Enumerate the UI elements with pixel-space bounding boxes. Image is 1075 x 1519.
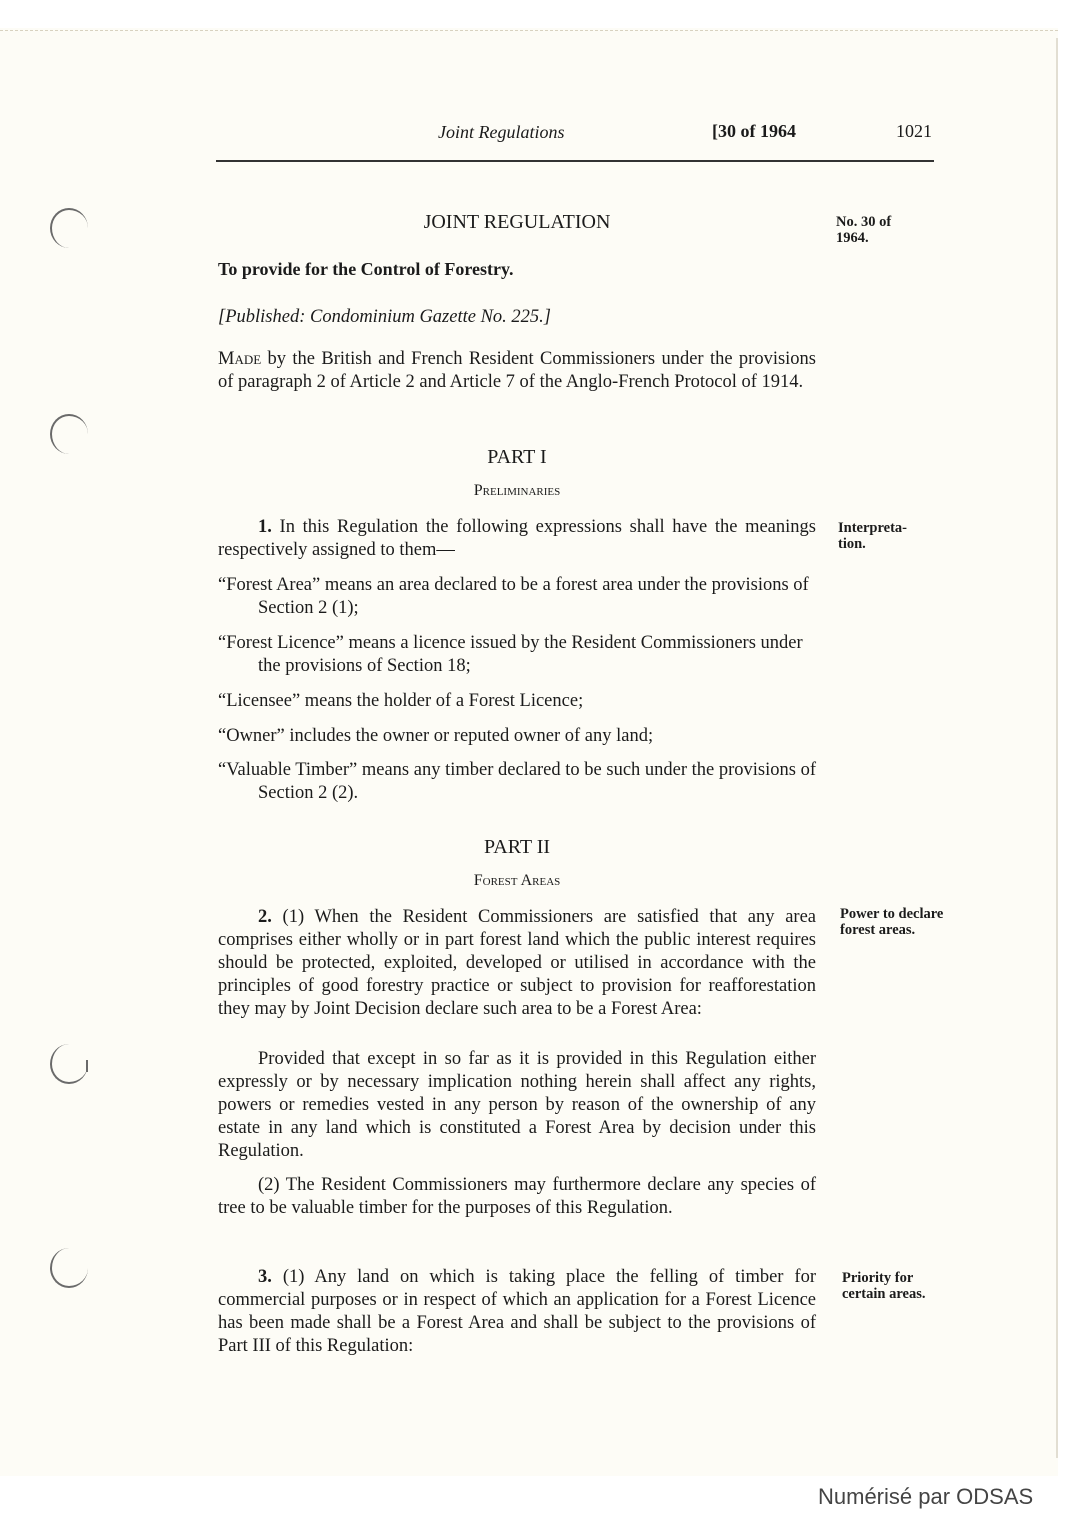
published-note: [Published: Condominium Gazette No. 225.] xyxy=(218,307,551,327)
scan-edge xyxy=(0,30,1058,31)
section-3-1-text: (1) Any land on which is taking place the felling of timber for commercial purposes or in respect of which an application for a Forest Licence has been made shall be a Forest Area and shall be subject to the provisions of Part III of this Regulation: xyxy=(218,1267,816,1356)
section-2-1 xyxy=(218,906,816,1021)
running-header-title: Joint Regulations xyxy=(438,122,565,142)
definition-forest-licence: “Forest Licence” means a licence issued by the Resident Commissioners under the provisions of Section 18; xyxy=(218,633,803,676)
section-2-number: 2. xyxy=(258,907,272,927)
margin-note-number: No. 30 of 1964. xyxy=(836,214,892,246)
part-1-subtitle: Preliminaries xyxy=(473,482,561,499)
digitization-credit: Numérisé par ODSAS xyxy=(818,1484,1034,1509)
header-rule xyxy=(216,160,934,162)
section-2-2: (2) The Resident Commissioners may furthermore declare any species of tree to be valuable timber for the purposes of this Regulation. xyxy=(218,1175,816,1218)
section-1-text: In this Regulation the following expressions shall have the meanings respectively assigned to them— xyxy=(218,517,816,560)
section-2-proviso: Provided that except in so far as it is provided in this Regulation either expressly or by necessary implication nothing herein shall affect any rights, powers or remedies vested in any person by reason of the ownership of any estate in any land which is constituted a Forest Area by decision under this Regulation. xyxy=(218,1049,816,1161)
binder-hole-1 xyxy=(50,208,88,248)
section-3-number: 3. xyxy=(258,1267,272,1287)
section-1-number: 1. xyxy=(258,517,272,537)
enacting-clause xyxy=(218,348,816,394)
definition-owner: “Owner” includes the owner or reputed owner of any land; xyxy=(218,726,654,746)
part-2-title: PART II xyxy=(483,836,551,858)
part-2-subtitle: Forest Areas xyxy=(473,872,561,889)
part-1-title: PART I xyxy=(487,446,547,468)
binder-hole-2 xyxy=(50,414,88,454)
enacting-text: by the British and French Resident Commissioners under the provisions of paragraph 2 of Article 2 and Article 7 of the Anglo-French Protocol of 1914. xyxy=(218,349,816,392)
margin-note-interpretation: Interpreta-tion. xyxy=(838,520,907,552)
binder-hole-4 xyxy=(50,1248,88,1288)
enacting-lead: Made xyxy=(218,349,262,369)
section-2-1-text: (1) When the Resident Commissioners are satisfied that any area comprises either wholly or in part forest land which the public interest requires should be protected, exploited, developed or utilised in accordance with the principles of good forestry practice or subject to provision for reafforestation they may by Joint Decision declare such area to be a Forest Area: xyxy=(218,907,816,1019)
section-3-1 xyxy=(218,1266,816,1358)
binder-hole-3-tick xyxy=(86,1060,88,1072)
section-1 xyxy=(218,516,816,562)
document-heading: JOINT REGULATION xyxy=(423,211,611,233)
regulation-subtitle: To provide for the Control of Forestry. xyxy=(218,259,514,279)
binder-hole-3 xyxy=(50,1044,88,1084)
definition-forest-area: “Forest Area” means an area declared to be a forest area under the provisions of Section 2 (1); xyxy=(218,575,809,618)
definition-valuable-timber: “Valuable Timber” means any timber declared to be such under the provisions of Section 2 (2). xyxy=(218,760,817,803)
page-number: 1021 xyxy=(896,121,932,141)
margin-note-power: Power to declare forest areas. xyxy=(840,906,944,938)
definition-licensee: “Licensee” means the holder of a Forest Licence; xyxy=(218,691,584,711)
page-edge xyxy=(1056,38,1058,1458)
running-header-number: [30 of 1964 xyxy=(712,121,796,141)
margin-note-priority: Priority for certain areas. xyxy=(842,1270,926,1302)
